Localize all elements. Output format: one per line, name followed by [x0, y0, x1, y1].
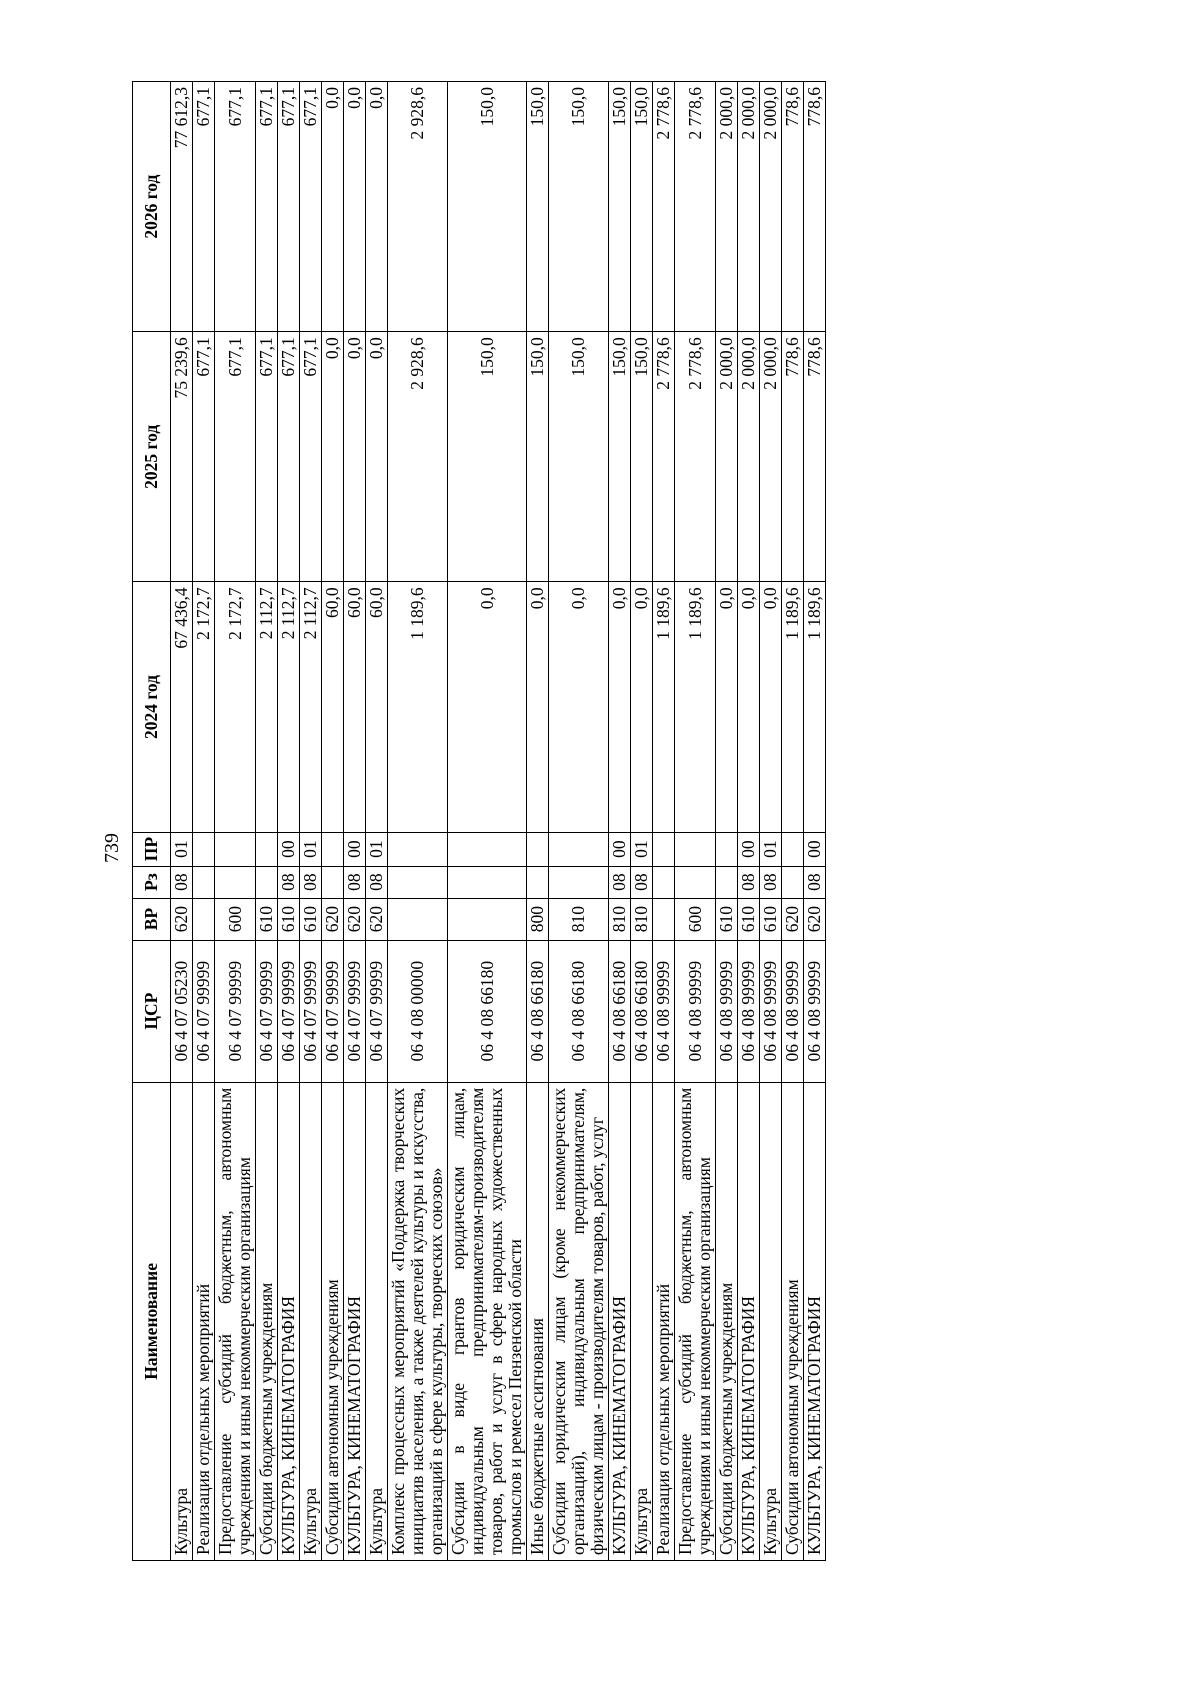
cell-vr: 610	[256, 898, 278, 940]
table-row	[527, 82, 549, 1561]
cell-csr: 06 4 08 66180	[609, 940, 631, 1082]
cell-vr: 810	[609, 898, 631, 940]
cell-csr: 06 4 08 66180	[448, 940, 527, 1082]
header-vr: ВР	[133, 898, 171, 940]
table-row	[193, 82, 215, 1561]
cell-name: Культура	[366, 1082, 388, 1560]
cell-2024: 1 189,6	[388, 582, 448, 832]
cell-2025: 150,0	[448, 332, 527, 582]
cell-2025: 150,0	[527, 332, 549, 582]
cell-2024: 67 436,4	[171, 582, 193, 832]
header-2024: 2024 год	[133, 582, 171, 832]
cell-csr: 06 4 08 99999	[760, 940, 782, 1082]
cell-pr	[527, 832, 549, 866]
cell-2025: 2 778,6	[653, 332, 675, 582]
cell-vr: 610	[278, 898, 300, 940]
cell-2025: 677,1	[256, 332, 278, 582]
cell-2026: 150,0	[631, 82, 653, 332]
cell-2025: 677,1	[278, 332, 300, 582]
cell-csr: 06 4 07 99999	[300, 940, 322, 1082]
cell-2024: 1 189,6	[804, 582, 826, 832]
cell-vr	[448, 898, 527, 940]
cell-2025: 677,1	[215, 332, 256, 582]
cell-csr: 06 4 08 99999	[716, 940, 738, 1082]
cell-2026: 677,1	[215, 82, 256, 332]
table-row	[804, 82, 826, 1561]
table-row	[448, 82, 527, 1561]
cell-2025: 677,1	[300, 332, 322, 582]
cell-2024: 0,0	[631, 582, 653, 832]
cell-2024: 2 172,7	[215, 582, 256, 832]
cell-rz	[215, 866, 256, 898]
table-row	[653, 82, 675, 1561]
cell-name: Субсидии автономным учреждениям	[322, 1082, 344, 1560]
cell-2026: 2 778,6	[653, 82, 675, 332]
cell-rz	[448, 866, 527, 898]
cell-pr	[716, 832, 738, 866]
rotated-table-container	[132, 81, 1070, 1561]
cell-pr: 01	[300, 832, 322, 866]
cell-2026: 2 928,6	[388, 82, 448, 332]
cell-vr: 600	[215, 898, 256, 940]
table-row	[549, 82, 609, 1561]
cell-pr	[675, 832, 716, 866]
cell-rz	[527, 866, 549, 898]
cell-name: Реализация отдельных мероприятий	[653, 1082, 675, 1560]
cell-pr	[653, 832, 675, 866]
header-pr: ПР	[133, 832, 171, 866]
cell-rz	[388, 866, 448, 898]
cell-2024: 0,0	[448, 582, 527, 832]
cell-2025: 75 239,6	[171, 332, 193, 582]
cell-csr: 06 4 08 99999	[653, 940, 675, 1082]
cell-pr: 01	[631, 832, 653, 866]
cell-pr	[448, 832, 527, 866]
cell-2025: 2 928,6	[388, 332, 448, 582]
cell-2024: 2 112,7	[278, 582, 300, 832]
cell-pr	[782, 832, 804, 866]
cell-rz	[256, 866, 278, 898]
cell-csr: 06 4 08 00000	[388, 940, 448, 1082]
cell-2024: 2 112,7	[256, 582, 278, 832]
table-row	[322, 82, 344, 1561]
cell-csr: 06 4 08 99999	[782, 940, 804, 1082]
cell-2026: 150,0	[609, 82, 631, 332]
cell-vr: 620	[322, 898, 344, 940]
cell-2026: 677,1	[278, 82, 300, 332]
cell-csr: 06 4 07 99999	[366, 940, 388, 1082]
cell-vr: 620	[366, 898, 388, 940]
cell-name: Субсидии юридическим лицам (кроме некоммерческих организаций), индивидуальным предпринимателям, физическим лицам - производителям товаров, работ, услуг	[549, 1082, 609, 1560]
cell-2026: 150,0	[448, 82, 527, 332]
cell-csr: 06 4 07 99999	[193, 940, 215, 1082]
cell-pr: 00	[344, 832, 366, 866]
table-row	[675, 82, 716, 1561]
cell-2026: 778,6	[804, 82, 826, 332]
header-2026: 2026 год	[133, 82, 171, 332]
header-rz: Рз	[133, 866, 171, 898]
cell-vr: 620	[782, 898, 804, 940]
cell-csr: 06 4 07 99999	[215, 940, 256, 1082]
cell-vr: 610	[760, 898, 782, 940]
cell-vr: 810	[549, 898, 609, 940]
cell-name: КУЛЬТУРА, КИНЕМАТОГРАФИЯ	[344, 1082, 366, 1560]
cell-name: Субсидии в виде грантов юридическим лицам, индивидуальным предпринимателям-производителям товаров, работ и услуг в сфере народных художественных промыслов и ремесел Пензенской области	[448, 1082, 527, 1560]
cell-2025: 150,0	[631, 332, 653, 582]
table-row	[716, 82, 738, 1561]
cell-2025: 0,0	[322, 332, 344, 582]
cell-rz: 08	[171, 866, 193, 898]
cell-2024: 60,0	[366, 582, 388, 832]
cell-name: Реализация отдельных мероприятий	[193, 1082, 215, 1560]
cell-2025: 2 000,0	[738, 332, 760, 582]
cell-vr: 610	[716, 898, 738, 940]
cell-rz	[675, 866, 716, 898]
cell-2025: 2 000,0	[716, 332, 738, 582]
cell-2026: 2 778,6	[675, 82, 716, 332]
cell-2024: 60,0	[344, 582, 366, 832]
cell-rz	[193, 866, 215, 898]
cell-pr: 00	[278, 832, 300, 866]
cell-vr: 610	[300, 898, 322, 940]
cell-name: Иные бюджетные ассигнования	[527, 1082, 549, 1560]
cell-2025: 2 000,0	[760, 332, 782, 582]
cell-rz: 08	[278, 866, 300, 898]
cell-rz	[549, 866, 609, 898]
table-row	[631, 82, 653, 1561]
cell-name: КУЛЬТУРА, КИНЕМАТОГРАФИЯ	[738, 1082, 760, 1560]
cell-rz: 08	[738, 866, 760, 898]
cell-name: Культура	[760, 1082, 782, 1560]
cell-pr: 00	[609, 832, 631, 866]
table-row	[760, 82, 782, 1561]
cell-2026: 2 000,0	[760, 82, 782, 332]
cell-pr	[256, 832, 278, 866]
cell-csr: 06 4 08 66180	[549, 940, 609, 1082]
cell-csr: 06 4 07 99999	[344, 940, 366, 1082]
cell-csr: 06 4 07 99999	[256, 940, 278, 1082]
cell-csr: 06 4 07 99999	[322, 940, 344, 1082]
cell-name: Культура	[631, 1082, 653, 1560]
cell-vr: 610	[738, 898, 760, 940]
cell-csr: 06 4 08 99999	[738, 940, 760, 1082]
table-row	[609, 82, 631, 1561]
cell-rz: 08	[300, 866, 322, 898]
cell-pr: 01	[366, 832, 388, 866]
cell-name: Предоставление субсидий бюджетным, автономным учреждениям и иным некоммерческим организациям	[215, 1082, 256, 1560]
cell-vr: 620	[344, 898, 366, 940]
cell-2024: 1 189,6	[675, 582, 716, 832]
cell-pr	[193, 832, 215, 866]
cell-csr: 06 4 07 05230	[171, 940, 193, 1082]
cell-2024: 1 189,6	[782, 582, 804, 832]
cell-rz	[322, 866, 344, 898]
table-body	[171, 82, 826, 1561]
cell-2026: 677,1	[256, 82, 278, 332]
header-csr: ЦСР	[133, 940, 171, 1082]
cell-pr: 00	[738, 832, 760, 866]
cell-vr: 810	[631, 898, 653, 940]
cell-csr: 06 4 08 99999	[675, 940, 716, 1082]
cell-pr	[549, 832, 609, 866]
cell-name: КУЛЬТУРА, КИНЕМАТОГРАФИЯ	[609, 1082, 631, 1560]
page-number: 739	[101, 833, 123, 863]
cell-2025: 677,1	[193, 332, 215, 582]
table-row	[366, 82, 388, 1561]
cell-2026: 677,1	[300, 82, 322, 332]
cell-vr: 800	[527, 898, 549, 940]
cell-name: КУЛЬТУРА, КИНЕМАТОГРАФИЯ	[804, 1082, 826, 1560]
cell-rz: 08	[760, 866, 782, 898]
header-2025: 2025 год	[133, 332, 171, 582]
table-row	[215, 82, 256, 1561]
cell-2025: 2 778,6	[675, 332, 716, 582]
cell-2024: 0,0	[716, 582, 738, 832]
cell-name: Субсидии бюджетным учреждениям	[256, 1082, 278, 1560]
cell-2024: 0,0	[549, 582, 609, 832]
cell-pr	[215, 832, 256, 866]
cell-pr: 01	[171, 832, 193, 866]
cell-2025: 0,0	[366, 332, 388, 582]
budget-table	[132, 81, 826, 1561]
cell-name: КУЛЬТУРА, КИНЕМАТОГРАФИЯ	[278, 1082, 300, 1560]
cell-2026: 778,6	[782, 82, 804, 332]
cell-2025: 778,6	[782, 332, 804, 582]
table-row	[782, 82, 804, 1561]
cell-name: Предоставление субсидий бюджетным, автономным учреждениям и иным некоммерческим организациям	[675, 1082, 716, 1560]
cell-2024: 2 172,7	[193, 582, 215, 832]
table-row	[344, 82, 366, 1561]
cell-rz	[653, 866, 675, 898]
cell-2024: 1 189,6	[653, 582, 675, 832]
cell-vr: 600	[675, 898, 716, 940]
cell-2026: 677,1	[193, 82, 215, 332]
cell-2026: 2 000,0	[716, 82, 738, 332]
table-row	[171, 82, 193, 1561]
cell-csr: 06 4 07 99999	[278, 940, 300, 1082]
cell-2026: 77 612,3	[171, 82, 193, 332]
cell-2025: 150,0	[549, 332, 609, 582]
cell-2026: 150,0	[527, 82, 549, 332]
cell-name: Субсидии бюджетным учреждениям	[716, 1082, 738, 1560]
header-row	[133, 82, 171, 1561]
cell-rz: 08	[366, 866, 388, 898]
cell-2024: 0,0	[738, 582, 760, 832]
cell-vr: 620	[171, 898, 193, 940]
table-row	[300, 82, 322, 1561]
cell-pr	[322, 832, 344, 866]
cell-2024: 60,0	[322, 582, 344, 832]
cell-name: Субсидии автономным учреждениям	[782, 1082, 804, 1560]
cell-2025: 150,0	[609, 332, 631, 582]
cell-rz: 08	[631, 866, 653, 898]
cell-rz: 08	[804, 866, 826, 898]
cell-csr: 06 4 08 99999	[804, 940, 826, 1082]
cell-rz	[716, 866, 738, 898]
cell-rz	[782, 866, 804, 898]
cell-name: Комплекс процессных мероприятий «Поддержка творческих инициатив населения, а также деятелей культуры и искусства, организаций в сфере культуры, творческих союзов»	[388, 1082, 448, 1560]
cell-2024: 0,0	[609, 582, 631, 832]
cell-2026: 150,0	[549, 82, 609, 332]
cell-vr	[388, 898, 448, 940]
cell-2024: 0,0	[760, 582, 782, 832]
table-row	[738, 82, 760, 1561]
cell-vr	[193, 898, 215, 940]
cell-csr: 06 4 08 66180	[527, 940, 549, 1082]
table-row	[256, 82, 278, 1561]
cell-2024: 0,0	[527, 582, 549, 832]
cell-rz: 08	[344, 866, 366, 898]
cell-2026: 0,0	[322, 82, 344, 332]
table-row	[388, 82, 448, 1561]
cell-csr: 06 4 08 66180	[631, 940, 653, 1082]
cell-rz: 08	[609, 866, 631, 898]
cell-pr	[388, 832, 448, 866]
cell-2025: 0,0	[344, 332, 366, 582]
header-name: Наименование	[133, 1082, 171, 1560]
cell-vr	[653, 898, 675, 940]
cell-2025: 778,6	[804, 332, 826, 582]
cell-2026: 0,0	[344, 82, 366, 332]
cell-2026: 0,0	[366, 82, 388, 332]
cell-name: Культура	[300, 1082, 322, 1560]
cell-pr: 01	[760, 832, 782, 866]
cell-vr: 620	[804, 898, 826, 940]
cell-2024: 2 112,7	[300, 582, 322, 832]
cell-2026: 2 000,0	[738, 82, 760, 332]
cell-pr: 00	[804, 832, 826, 866]
cell-name: Культура	[171, 1082, 193, 1560]
table-row	[278, 82, 300, 1561]
